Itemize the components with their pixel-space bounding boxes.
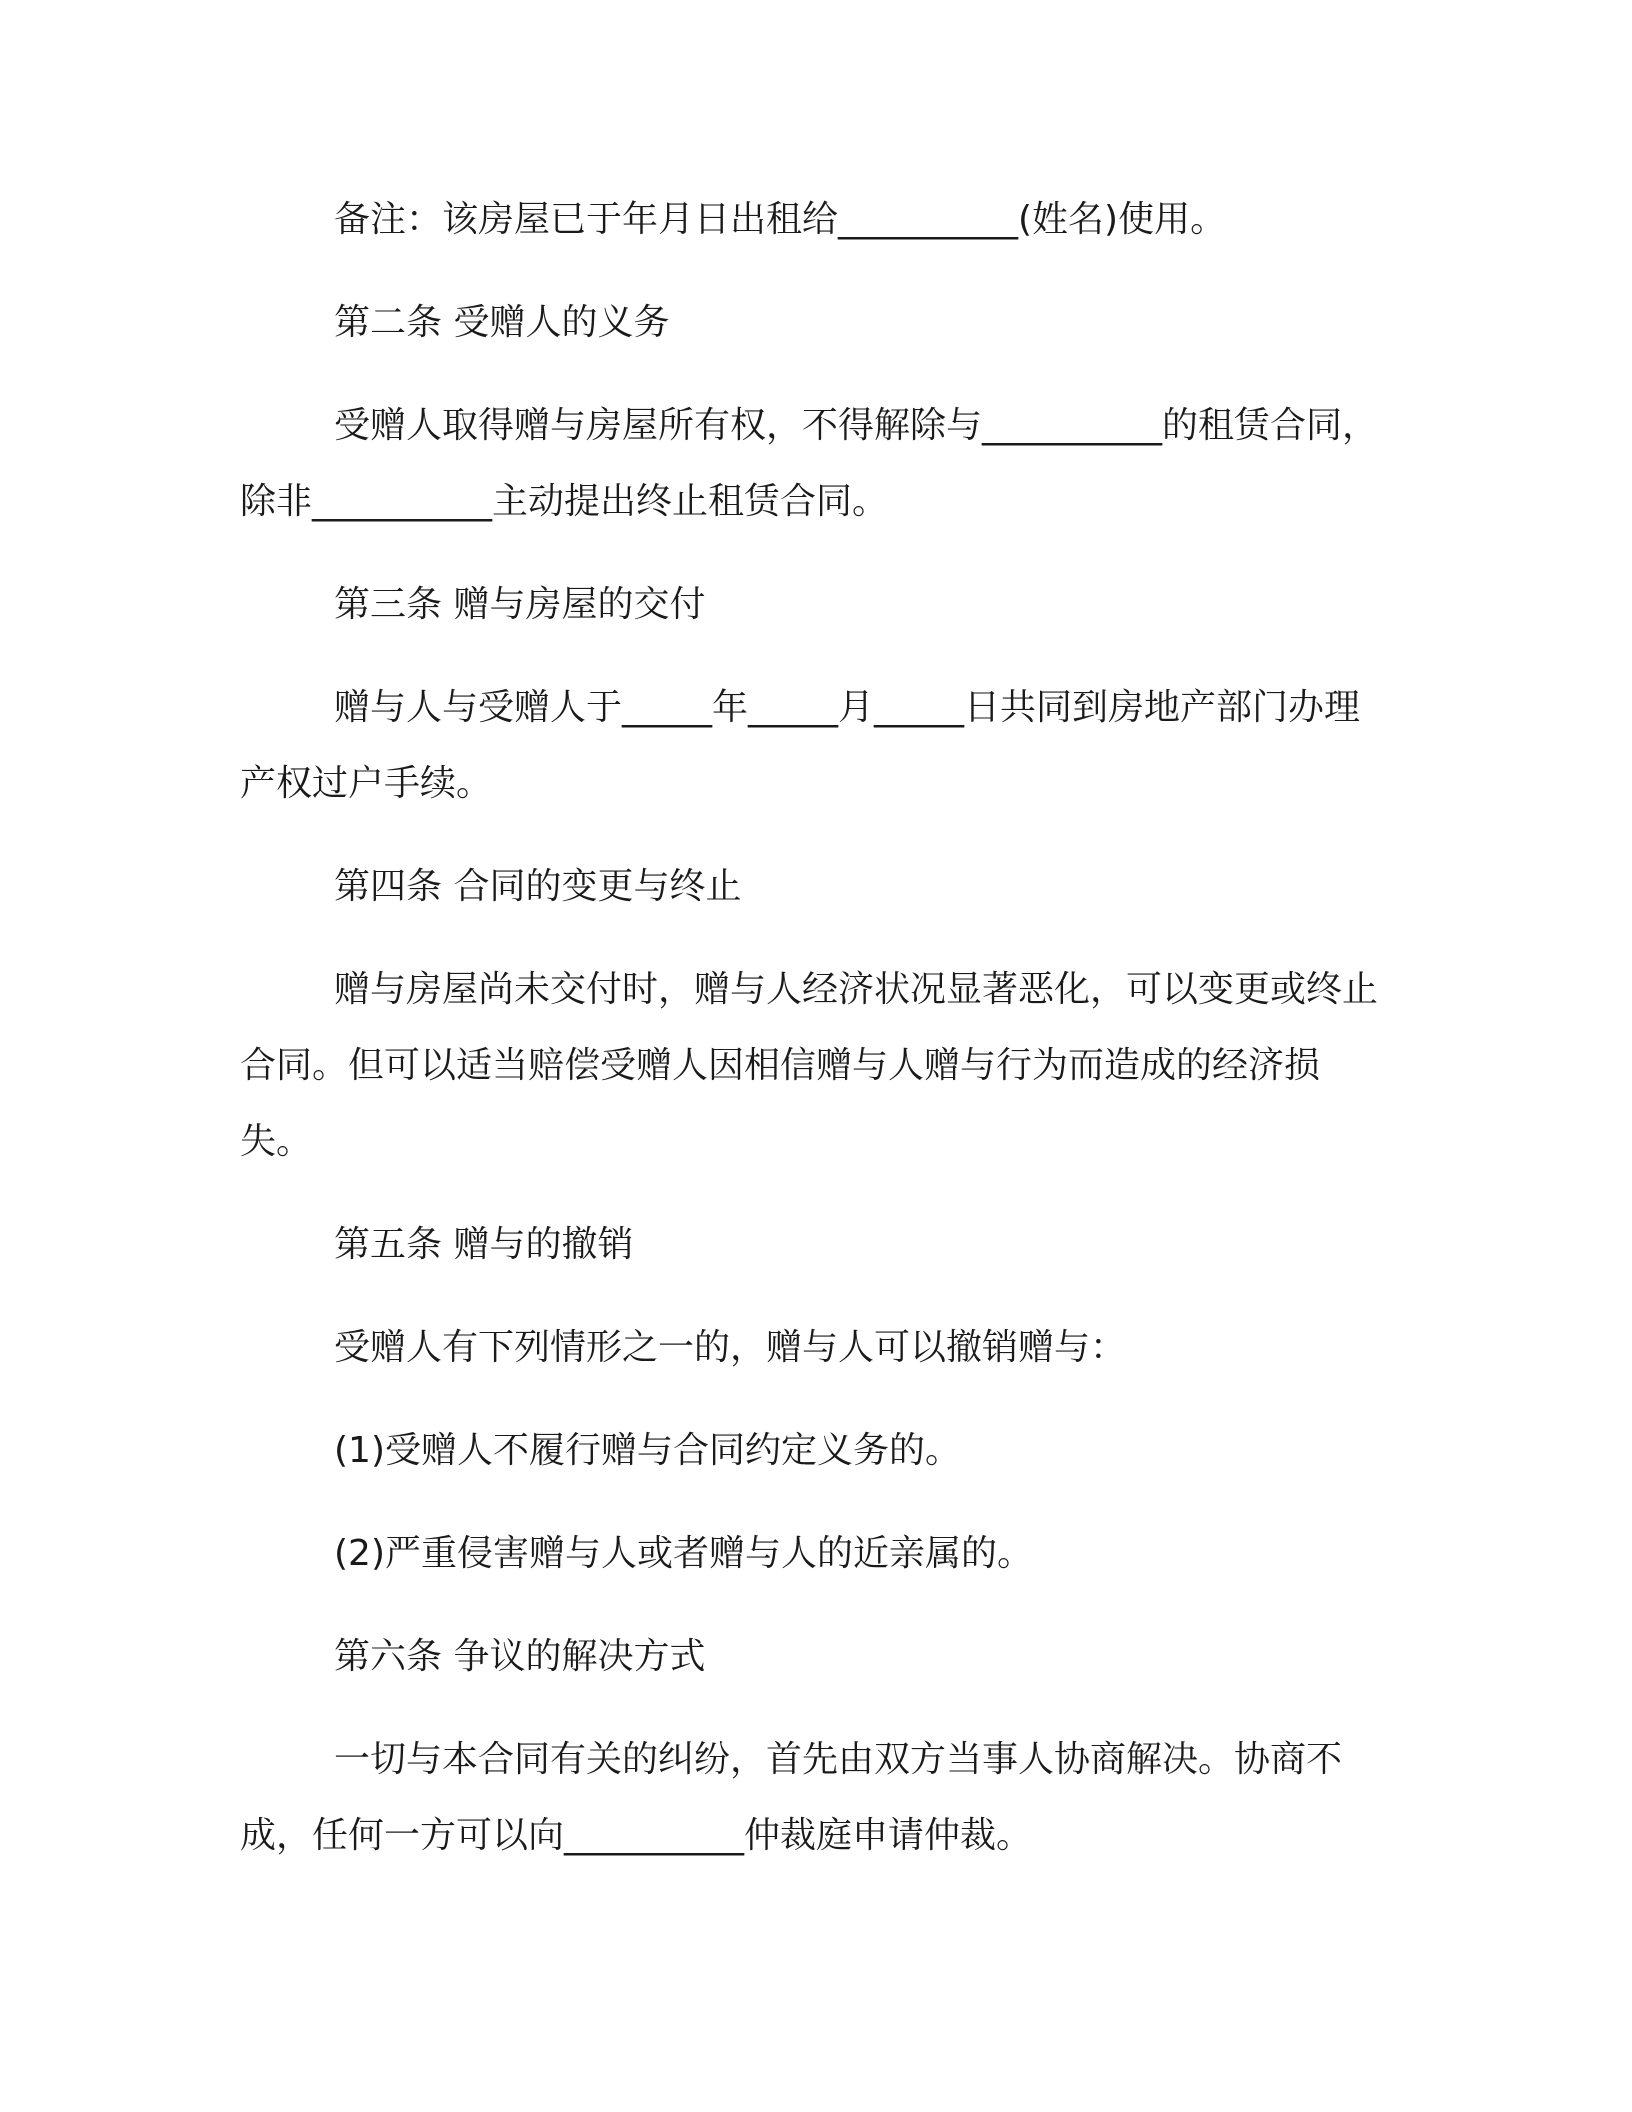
document-body	[240, 182, 1390, 1901]
article-4-heading: 第四条 合同的变更与终止	[334, 866, 742, 907]
article-6-body: 一切与本合同有关的纠纷，首先由双方当事人协商解决。协商不成，任何一方可以向__________仲裁庭申请仲裁。	[240, 1739, 1343, 1856]
article-5-item-1: (1)受赠人不履行赠与合同约定义务的。	[334, 1430, 961, 1471]
article-3-heading: 第三条 赠与房屋的交付	[334, 584, 706, 625]
article-5-intro: 受赠人有下列情形之一的，赠与人可以撤销赠与：	[334, 1327, 1127, 1368]
article-4-body: 赠与房屋尚未交付时，赠与人经济状况显著恶化，可以变更或终止合同。但可以适当赔偿受赠人因相信赠与人赠与行为而造成的经济损失。	[240, 969, 1379, 1162]
article-2-heading: 第二条 受赠人的义务	[334, 302, 670, 343]
article-6-heading: 第六条 争议的解决方式	[334, 1636, 706, 1677]
remark-paragraph: 备注：该房屋已于年月日出租给__________(姓名)使用。	[334, 199, 1227, 240]
article-3-body: 赠与人与受赠人于_____年_____月_____日共同到房地产部门办理产权过户手续。	[240, 687, 1361, 804]
article-2-body: 受赠人取得赠与房屋所有权，不得解除与__________的租赁合同，除非__________主动提出终止租赁合同。	[240, 405, 1379, 522]
article-5-item-2: (2)严重侵害赠与人或者赠与人的近亲属的。	[334, 1533, 1033, 1574]
article-5-heading: 第五条 赠与的撤销	[334, 1224, 634, 1265]
